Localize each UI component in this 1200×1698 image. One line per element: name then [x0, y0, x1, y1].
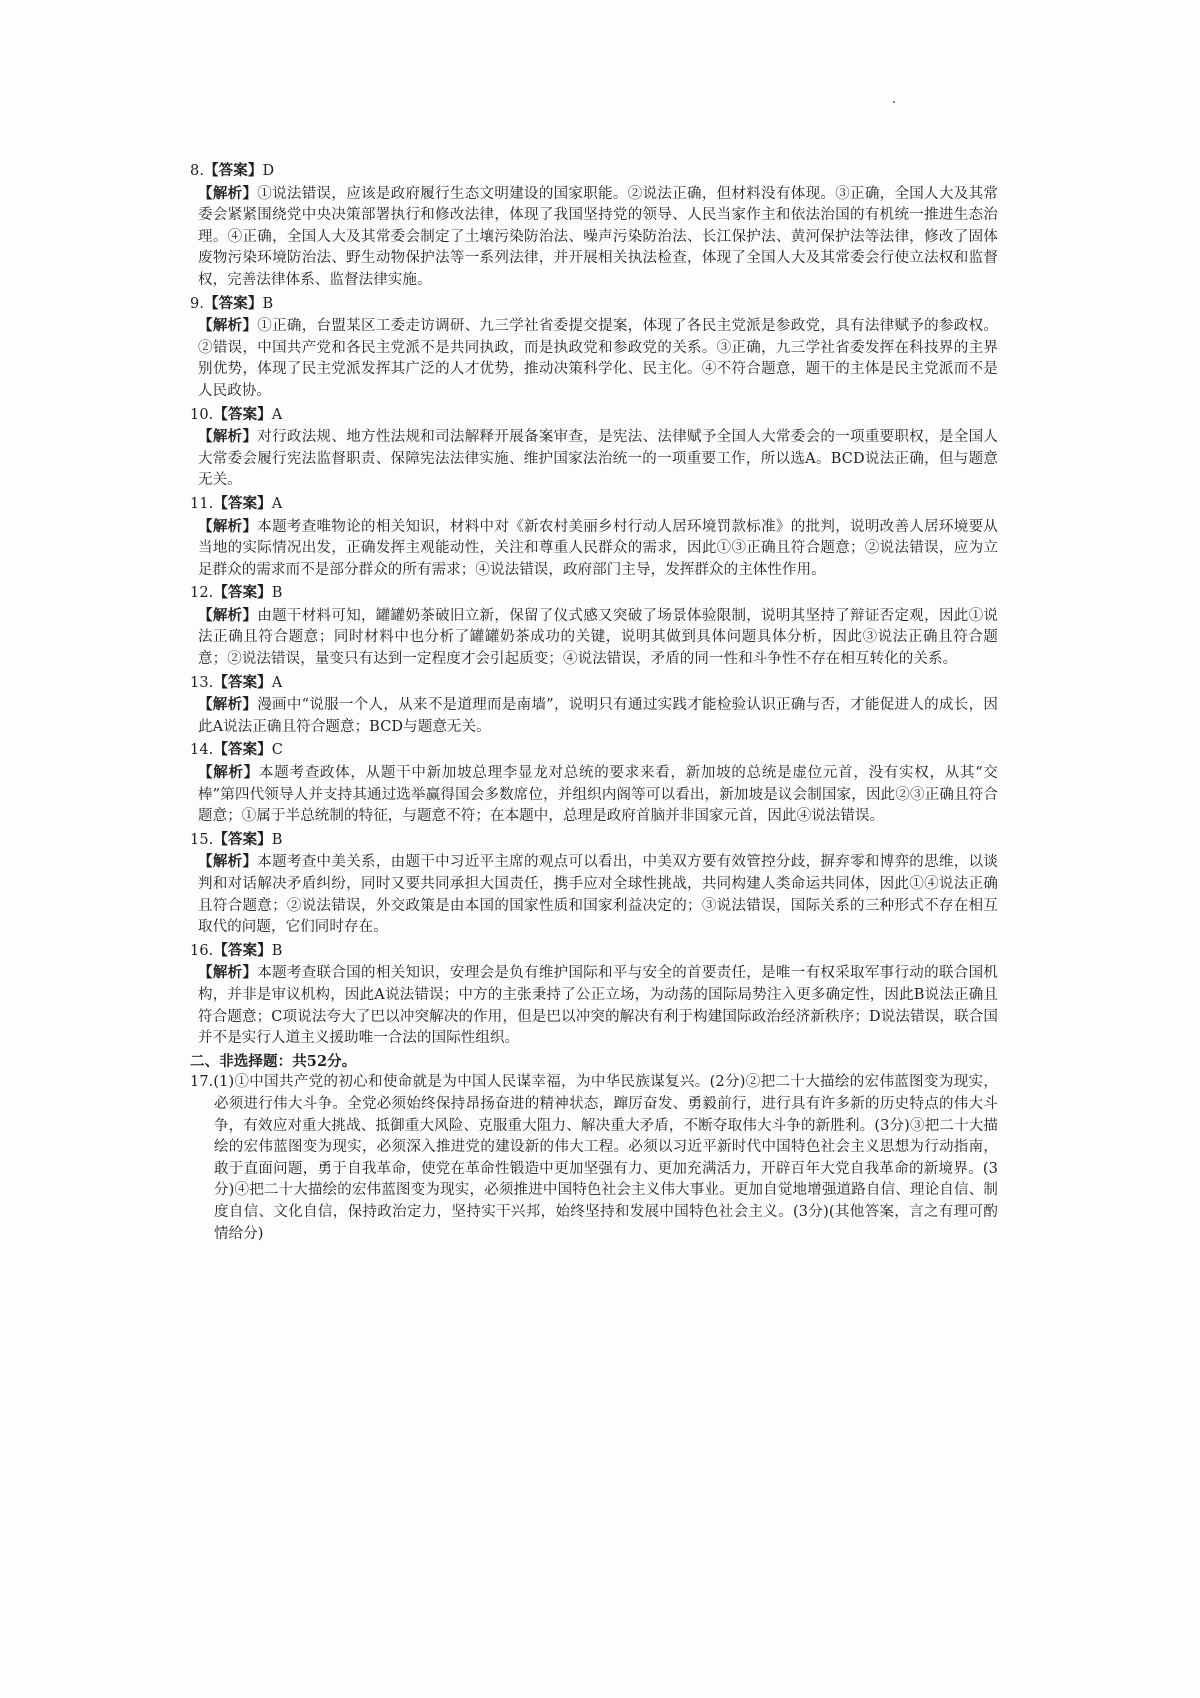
question-number: 17. [190, 1074, 214, 1091]
question-number: 9. [190, 295, 205, 312]
question-number: 13. [190, 674, 214, 691]
question-11 [190, 493, 998, 581]
answer-line [190, 582, 998, 605]
analysis-text: 由题干材料可知，罐罐奶茶破旧立新，保留了仪式感又突破了场景体验限制，说明其坚持了辩证否定观，因此①说法正确且符合题意；同时材料中也分析了罐罐奶茶成功的关键，说明其做到具体问题具体分析，因此③说法正确且符合题意；②说法错误，量变只有达到一定程度才会引起质变；④说法错误，矛盾的同一性和斗争性不存在相互转化的关系。 [198, 607, 998, 668]
analysis-tag: 【解析】 [198, 317, 258, 335]
analysis-tag: 【解析】 [198, 184, 258, 202]
analysis-text: 本题考查中美关系，由题干中习近平主席的观点可以看出，中美双方要有效管控分歧，摒弃零和博弈的思维，以谈判和对话解决矛盾纠纷，同时又要共同承担大国责任，携手应对全球性挑战，共同构建人类命运共同体，因此①④说法正确且符合题意；②说法错误，外交政策是由本国的国家性质和国家利益决定的；③说法错误，国际关系的三种形式不存在相互取代的问题，它们同时存在。 [198, 854, 998, 936]
analysis-tag: 【解析】 [198, 428, 258, 446]
analysis-paragraph [198, 426, 998, 492]
analysis-tag: 【解析】 [198, 517, 258, 535]
analysis-tag: 【解析】 [198, 853, 258, 871]
analysis-paragraph [198, 183, 998, 292]
question-number: 8. [190, 163, 205, 179]
answer-line [190, 739, 998, 762]
question-17-text: (1)①中国共产党的初心和使命就是为中国人民谋幸福，为中华民族谋复兴。(2分)②把二十大描绘的宏伟蓝图变为现实，必须进行伟大斗争。全党必须始终保持昂扬奋进的精神状态，蹿厉奋发、勇毅前行，进行具有许多新的历史特点的伟大斗争，有效应对重大挑战、抵御重大风险、克服重大阻力、解决重大矛盾，不断夺取伟大斗争的新胜利。(3分)③把二十大描绘的宏伟蓝图变为现实，必须深入推进党的建设新的伟大工程。必须以习近平新时代中国特色社会主义思想为行动指南，敢于直面问题，勇于自我革命，使党在革命性锻造中更加坚强有力、更加充满活力，开辟百年大党自我革命的新境界。(3分)④把二十大描绘的宏伟蓝图变为现实，必须推进中国特色社会主义伟大事业。更加自觉地增强道路自信、理论自信、制度自信、文化自信，保持政治定力，坚持实干兴邦，始终坚持和发展中国特色社会主义。(3分)(其他答案，言之有理可酌情给分) [213, 1074, 998, 1242]
answer-tag: 【答案】 [213, 941, 272, 959]
analysis-paragraph [198, 605, 998, 671]
question-13 [190, 672, 998, 739]
question-17 [190, 1072, 998, 1245]
answer-content [190, 160, 998, 1245]
answer-tag: 【答案】 [213, 584, 272, 602]
answer-value: D [262, 163, 275, 179]
answer-line [190, 940, 998, 963]
answer-tag: 【答案】 [213, 741, 272, 759]
question-number: 15. [190, 831, 214, 848]
analysis-paragraph [198, 962, 998, 1049]
answer-value: A [271, 674, 283, 691]
section-heading: 二、非选择题：共52分。 [190, 1052, 357, 1070]
analysis-text: 本题考查联合国的相关知识，安理会是负有维护国际和平与安全的首要责任，是唯一有权采取军事行动的联合国机构，并非是审议机构，因此A说法错误；中方的主张秉持了公正立场，为动荡的国际局势注入更多确定性，因此B说法正确且符合题意；C项说法夸大了巴以冲突解决的作用，但是巴以冲突的解决有利于构建国际政治经济新秩序；D说法错误，联合国并不是实行人道主义援助唯一合法的国际性组织。 [198, 965, 998, 1047]
answer-line [190, 404, 998, 427]
question-number: 14. [190, 742, 214, 759]
analysis-tag: 【解析】 [198, 696, 258, 714]
analysis-tag: 【解析】 [198, 964, 258, 982]
analysis-tag: 【解析】 [198, 764, 259, 782]
answer-tag: 【答案】 [213, 494, 272, 512]
answer-line [190, 293, 998, 316]
question-10 [190, 404, 998, 492]
analysis-paragraph [198, 315, 998, 402]
answer-value: A [271, 495, 283, 512]
analysis-paragraph [198, 694, 998, 738]
answer-tag: 【答案】 [204, 162, 263, 179]
question-9 [190, 293, 998, 403]
question-number: 10. [190, 406, 214, 423]
question-17-body [190, 1072, 998, 1245]
answer-value: A [271, 406, 283, 423]
answer-line [190, 829, 998, 852]
analysis-text: 本题考查唯物论的相关知识，材料中对《新农村美丽乡村行动人居环境罚款标准》的批判，说明改善人居环境要从当地的实际情况出发，正确发挥主观能动性，关注和尊重人民群众的需求，因此①③正确且符合题意；②说法错误，应为立足群众的需求而不是部分群众的所有需求；④说法错误，政府部门主导，发挥群众的主体性作用。 [198, 518, 998, 578]
answer-tag: 【答案】 [213, 830, 272, 848]
answer-tag: 【答案】 [204, 294, 263, 312]
question-8 [190, 160, 998, 292]
answer-line [190, 160, 998, 183]
scan-speck [893, 101, 895, 103]
answer-line [190, 672, 998, 695]
analysis-paragraph [198, 516, 998, 582]
question-number: 11. [190, 495, 214, 512]
answer-line [190, 493, 998, 516]
analysis-tag: 【解析】 [198, 606, 258, 624]
question-number: 12. [190, 585, 214, 602]
analysis-text: 本题考查政体，从题干中新加坡总理李显龙对总统的要求来看，新加坡的总统是虚位元首，没有实权，从其“交棒”第四代领导人并支持其通过选举赢得国会多数席位，并组织内阁等可以看出，新加坡是议会制国家，因此②③正确且符合题意；①属于半总统制的特征，与题意不符；在本题中，总理是政府首脑并非国家元首，因此④说法错误。 [198, 765, 998, 825]
answer-value: B [271, 831, 283, 848]
question-12 [190, 582, 998, 670]
question-15 [190, 829, 998, 939]
answer-value: B [262, 295, 274, 312]
analysis-text: 对行政法规、地方性法规和司法解释开展备案审查，是宪法、法律赋予全国人大常委会的一项重要职权，是全国人大常委会履行宪法监督职责、保障宪法法律实施、维护国家法治统一的一项重要工作，所以选A。BCD说法正确，但与题意无关。 [198, 429, 998, 489]
analysis-paragraph [198, 762, 998, 828]
answer-tag: 【答案】 [213, 405, 272, 423]
question-14 [190, 739, 998, 827]
analysis-text: ①正确，台盟某区工委走访调研、九三学社省委提交提案，体现了各民主党派是参政党，具有法律赋予的参政权。②错误，中国共产党和各民主党派不是共同执政，而是执政党和参政党的关系。③正确，九三学社省委发挥在科技界的主界别优势，体现了民主党派发挥其广泛的人才优势，推动决策科学化、民主化。④不符合题意，题干的主体是民主党派而不是人民政协。 [198, 318, 998, 399]
question-number: 16. [190, 942, 214, 959]
analysis-text: 漫画中“说服一个人，从来不是道理而是南墙”，说明只有通过实践才能检验认识正确与否，才能促进人的成长，因此A说法正确且符合题意；BCD与题意无关。 [198, 697, 998, 735]
analysis-text: ①说法错误，应该是政府履行生态文明建设的国家职能。②说法正确，但材料没有体现。③正确，全国人大及其常委会紧紧围绕党中央决策部署执行和修改法律，体现了我国坚持党的领导、人民当家作主和依法治国的有机统一推进生态治理。④正确，全国人大及其常委会制定了土壤污染防治法、噪声污染防治法、长江保护法、黄河保护法等法律，修改了固体废物污染环境防治法、野生动物保护法等一系列法律，并开展相关执法检查，体现了全国人大及其常委会行使立法权和监督权，完善法律体系、监督法律实施。 [198, 185, 998, 288]
answer-value: C [271, 742, 283, 759]
answer-value: B [271, 585, 283, 602]
answer-value: B [271, 942, 283, 959]
analysis-paragraph [198, 851, 998, 938]
question-16 [190, 940, 998, 1050]
answer-tag: 【答案】 [213, 673, 272, 691]
